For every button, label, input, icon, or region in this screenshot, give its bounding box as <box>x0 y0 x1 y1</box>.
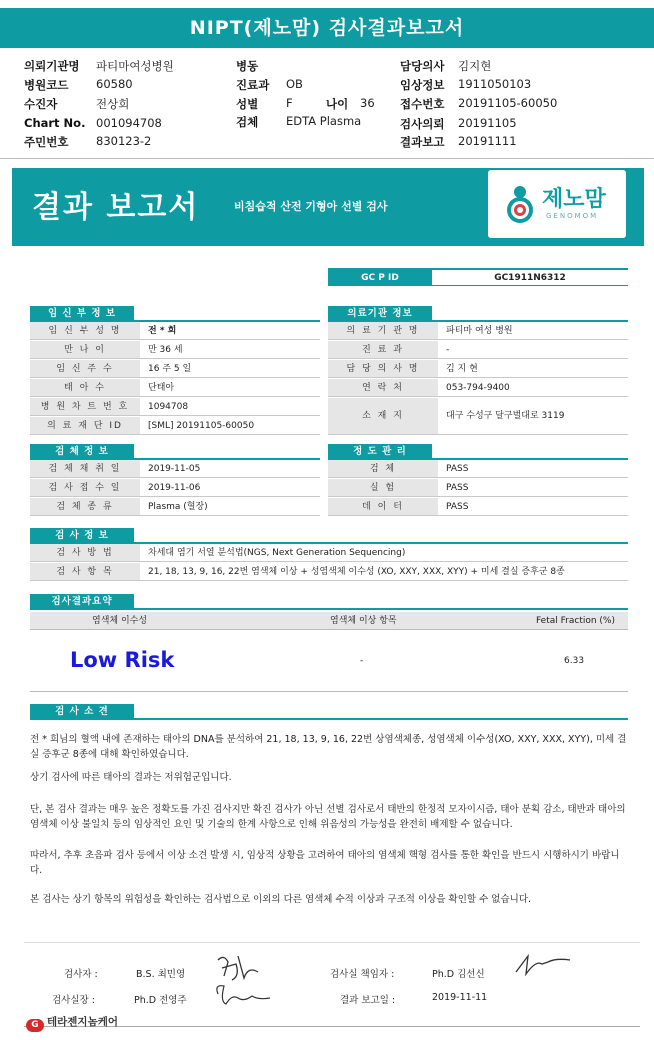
responsible-name: Ph.D 김선신 <box>432 969 485 980</box>
row-key: 의 료 기 관 명 <box>328 322 438 339</box>
table-row <box>30 322 320 340</box>
table-row <box>30 379 320 397</box>
table-row <box>30 341 320 359</box>
col-abnormal-items: 염색체 이상 항목 <box>330 616 397 626</box>
banner-title: 결과 보고서 <box>32 190 200 225</box>
row-key: 임 신 주 수 <box>30 360 140 377</box>
lab-chief-label: 검사실장 : <box>52 995 95 1006</box>
company-logo <box>26 1014 118 1032</box>
row-key: 검 체 채 취 일 <box>30 460 140 477</box>
row-value: - <box>446 345 450 355</box>
examiner-label: 검사자 : <box>64 969 98 980</box>
row-value: PASS <box>446 464 469 474</box>
gcp-id-label: GC P ID <box>328 270 432 286</box>
gcp-id-bar <box>328 268 628 286</box>
lab-chief-signature <box>212 980 274 1008</box>
value-department: OB <box>286 77 303 91</box>
report-title: NIPT(제노맘) 검사결과보고서 <box>0 8 654 48</box>
section-header-result-summary: 검사결과요약 <box>30 594 134 609</box>
row-key: 데 이 터 <box>328 498 438 515</box>
patient-info-grid <box>0 52 654 160</box>
label-age: 나이 <box>326 97 349 111</box>
table-row <box>30 479 320 497</box>
label-ward: 병동 <box>236 59 259 73</box>
company-logo-icon: G <box>26 1019 44 1032</box>
fetal-fraction-value: 6.33 <box>564 656 585 666</box>
label-report-date: 결과보고 <box>400 135 445 149</box>
row-key: 담 당 의 사 명 <box>328 360 438 377</box>
table-row <box>30 417 320 435</box>
result-low-risk: Low Risk <box>70 648 175 672</box>
row-value: 차세대 염기 서열 분석법(NGS, Next Generation Sequencing) <box>148 548 406 558</box>
table-row <box>30 563 628 581</box>
value-request-date: 20191105 <box>458 116 517 130</box>
table-row <box>30 544 628 562</box>
section-header-findings: 검 사 소 견 <box>30 704 134 719</box>
row-key: 실 험 <box>328 479 438 496</box>
label-patient: 수진자 <box>24 97 58 111</box>
table-row <box>328 479 628 497</box>
row-value: 파티마 여성 병원 <box>446 326 513 336</box>
abnormal-items-value: - <box>360 656 364 666</box>
banner-subtitle: 비침습적 산전 기형아 선별 검사 <box>234 200 388 213</box>
section-header-qc: 정 도 관 리 <box>328 444 432 459</box>
section-header-specimen-info: 검 체 정 보 <box>30 444 134 459</box>
row-key: 병 원 차 트 번 호 <box>30 398 140 415</box>
value-age: 36 <box>360 96 375 110</box>
genomom-logo-icon <box>502 180 538 226</box>
table-row <box>30 360 320 378</box>
logo-subtext: GENOMOM <box>546 212 599 220</box>
value-clinical-info: 1911050103 <box>458 77 532 91</box>
value-chart-no: 001094708 <box>96 116 162 130</box>
label-department: 진료과 <box>236 78 270 92</box>
examiner-name: B.S. 최민영 <box>136 969 186 980</box>
section-line <box>30 608 628 610</box>
label-clinical-info: 임상정보 <box>400 78 445 92</box>
row-key: 검 사 방 법 <box>30 544 140 561</box>
row-key: 검 체 <box>328 460 438 477</box>
findings-paragraph-5: 본 검사는 상기 항목의 위험성을 확인하는 검사법으로 이외의 다른 염색체 수적 이상과 구조적 이상을 확인할 수 없습니다. <box>30 894 532 905</box>
label-resident-no: 주민번호 <box>24 135 69 149</box>
responsible-label: 검사실 책임자 : <box>330 969 395 980</box>
row-value: 1094708 <box>148 402 189 412</box>
label-sex: 성별 <box>236 97 259 111</box>
table-row <box>328 379 628 397</box>
findings-paragraph-4: 따라서, 추후 초음파 검사 등에서 이상 소견 발생 시, 임상적 상황을 고려하여 태아의 염색체 핵형 검사를 통한 확인을 반드시 시행하시기 바랍니다. <box>30 850 620 876</box>
row-value: 김 지 현 <box>446 364 478 374</box>
label-institution: 의뢰기관명 <box>24 59 80 73</box>
section-header-test-info: 검 사 정 보 <box>30 528 134 543</box>
row-value: 21, 18, 13, 9, 16, 22번 염색체 이상 + 성염색체 이수성 (XO, XXY, XXX, XYY) + 미세 결실 증후군 8종 <box>148 567 565 577</box>
row-value: 16 주 5 일 <box>148 364 192 374</box>
table-row <box>30 460 320 478</box>
responsible-signature <box>512 950 574 980</box>
col-aneuploidy: 염색체 이수성 <box>92 616 148 626</box>
table-row <box>328 360 628 378</box>
table-row <box>328 460 628 478</box>
value-specimen: EDTA Plasma <box>286 114 362 128</box>
value-accession-no: 20191105-60050 <box>458 96 558 110</box>
label-accession-no: 접수번호 <box>400 97 445 111</box>
row-value: 전 * 희 <box>148 326 177 336</box>
label-chart-no: Chart No. <box>24 116 86 130</box>
report-date-value: 2019-11-11 <box>432 992 488 1003</box>
summary-result-row <box>30 630 628 692</box>
label-doctor: 담당의사 <box>400 59 445 73</box>
row-key: 의 료 재 단 ID <box>30 417 140 434</box>
logo-text: 제노맘 <box>542 187 606 212</box>
row-key: 검 체 종 류 <box>30 498 140 515</box>
table-row <box>328 498 628 516</box>
header-divider <box>0 158 654 159</box>
report-date-label: 결과 보고일 : <box>340 995 396 1006</box>
row-key: 만 나 이 <box>30 341 140 358</box>
row-value: 단태아 <box>148 383 175 393</box>
signature-divider <box>24 942 640 943</box>
label-hospital-code: 병원코드 <box>24 78 69 92</box>
row-value: PASS <box>446 483 469 493</box>
table-row <box>328 398 628 435</box>
value-sex: F <box>286 96 293 110</box>
value-institution: 파티마여성병원 <box>96 59 174 73</box>
row-key: 태 아 수 <box>30 379 140 396</box>
lab-chief-name: Ph.D 전영주 <box>134 995 187 1006</box>
row-value: 2019-11-06 <box>148 483 201 493</box>
findings-paragraph-2: 상기 검사에 따른 태아의 결과는 저위험군입니다. <box>30 772 232 783</box>
row-key: 소 재 지 <box>328 398 438 434</box>
row-key: 검 사 접 수 일 <box>30 479 140 496</box>
table-row <box>30 498 320 516</box>
company-name: 테라젠지놈케어 <box>47 1016 119 1028</box>
row-value: 053-794-9400 <box>446 383 510 393</box>
row-value: [SML] 20191105-60050 <box>148 421 255 431</box>
row-value: PASS <box>446 502 469 512</box>
value-resident-no: 830123-2 <box>96 134 152 148</box>
findings-paragraph-1: 전 * 희님의 혈액 내에 존재하는 태아의 DNA를 분석하여 21, 18, 13, 9, 16, 22번 상염색체종, 성염색체 이수성(XO, XXY, XXX, XYY), 미세 결실 증후군 8종에 대해 확인하였습니다. <box>30 734 627 760</box>
genomom-logo <box>488 170 626 238</box>
row-key: 임 신 부 성 명 <box>30 322 140 339</box>
row-key: 진 료 과 <box>328 341 438 358</box>
row-value: 2019-11-05 <box>148 464 201 474</box>
row-value: 대구 수성구 달구벌대로 3119 <box>446 411 565 421</box>
table-row <box>30 398 320 416</box>
table-row <box>328 322 628 340</box>
value-doctor: 김지현 <box>458 59 492 73</box>
section-line <box>30 718 628 720</box>
row-value: Plasma (혈장) <box>148 502 208 512</box>
label-specimen: 검체 <box>236 115 259 129</box>
value-report-date: 20191111 <box>458 134 517 148</box>
section-header-institution-info: 의료기관 정보 <box>328 306 432 321</box>
col-fetal-fraction: Fetal Fraction (%) <box>536 616 615 626</box>
section-header-pregnant-info: 임 신 부 정 보 <box>30 306 134 321</box>
row-key: 검 사 항 목 <box>30 563 140 580</box>
label-request-date: 검사의뢰 <box>400 117 445 131</box>
table-row <box>328 341 628 359</box>
row-key: 연 락 처 <box>328 379 438 396</box>
value-patient: 전상희 <box>96 97 130 111</box>
value-hospital-code: 60580 <box>96 77 133 91</box>
gcp-id-value: GC1911N6312 <box>494 273 566 283</box>
summary-table-header <box>30 612 628 630</box>
row-value: 만 36 세 <box>148 345 183 355</box>
findings-paragraph-3: 단, 본 검사 결과는 매우 높은 정확도를 가진 검사지만 확진 검사가 아닌 선별 검사로서 태반의 한정적 모자이시즘, 태아 분획 감소, 태반과 태아의 염색체 이상 불일치 등의 임상적인 요인 및 기술의 한계 사항으로 인해 위음성의 가능성을 완전히 배제할 수 없습니다. <box>30 804 626 830</box>
